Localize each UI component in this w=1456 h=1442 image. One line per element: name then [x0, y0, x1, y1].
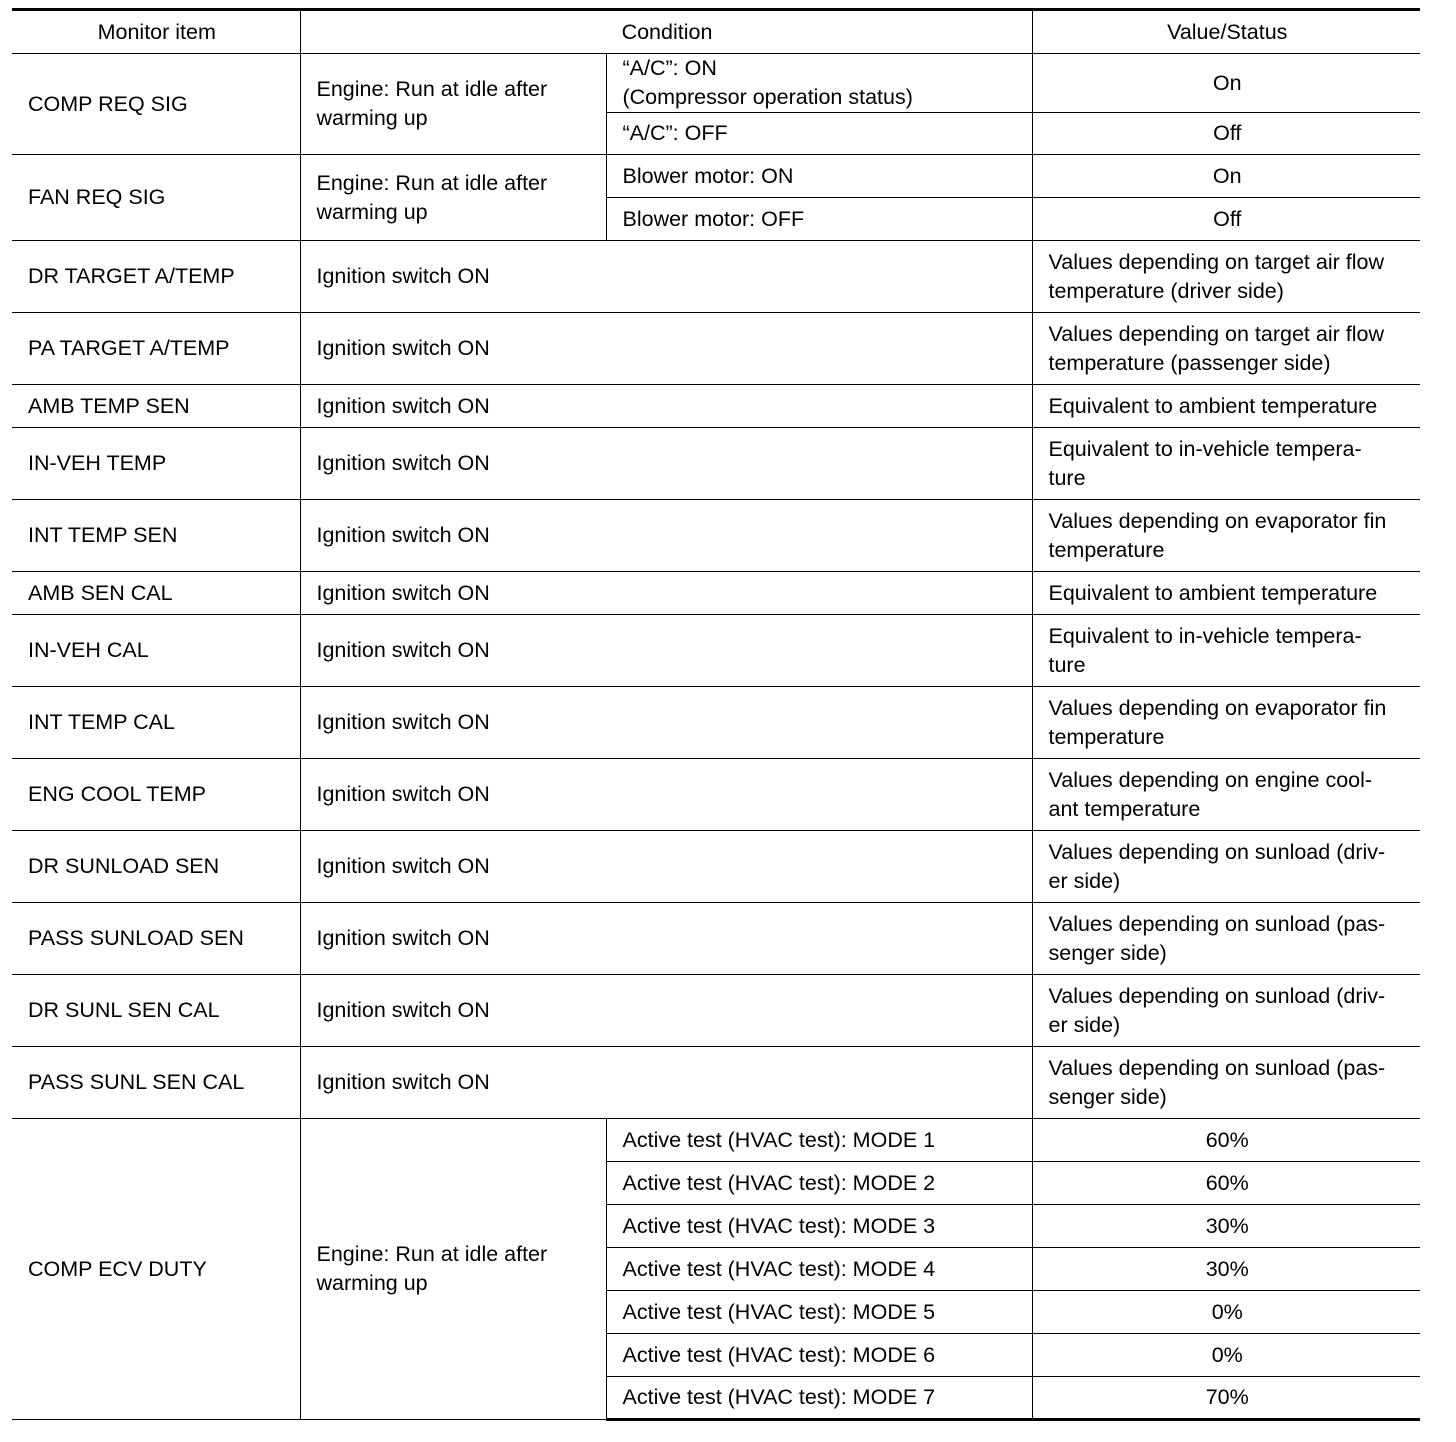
cell-text: Values depending on engine cool- ant temperature	[1048, 767, 1373, 821]
table-cell	[12, 54, 300, 155]
cell-text: “A/C”: ON (Compressor operation status)	[622, 56, 913, 109]
cell-text: COMP ECV DUTY	[28, 1256, 207, 1281]
table-row	[12, 500, 1420, 572]
table-cell	[300, 313, 1032, 385]
cell-text: 60%	[1205, 1170, 1249, 1195]
cell-text: IN-VEH TEMP	[28, 451, 167, 475]
table-cell	[1032, 428, 1420, 500]
table-cell	[12, 687, 300, 759]
cell-text: 60%	[1205, 1127, 1249, 1152]
cell-text: Equivalent to in-vehicle tempera- ture	[1048, 436, 1362, 490]
table-cell	[1032, 1291, 1420, 1334]
table-cell	[1032, 1047, 1420, 1119]
table-cell	[12, 1119, 300, 1420]
table-cell	[606, 113, 1032, 155]
table-cell	[1032, 1162, 1420, 1205]
cell-text: Values depending on target air flow temperature (passenger side)	[1048, 321, 1384, 375]
cell-text: Active test (HVAC test): MODE 3	[622, 1213, 936, 1238]
table-cell	[300, 615, 1032, 687]
table-cell	[1032, 903, 1420, 975]
cell-text: Equivalent to ambient temperature	[1048, 580, 1378, 605]
table-cell	[1032, 831, 1420, 903]
table-row	[12, 975, 1420, 1047]
table-cell	[1032, 500, 1420, 572]
table-row	[12, 831, 1420, 903]
table-row	[12, 903, 1420, 975]
table-cell	[300, 385, 1032, 428]
cell-text: 30%	[1205, 1256, 1249, 1281]
table-cell	[300, 1119, 606, 1420]
cell-text: DR TARGET A/TEMP	[28, 264, 235, 288]
cell-text: Off	[1213, 206, 1242, 231]
table-row	[12, 687, 1420, 759]
table-cell	[12, 313, 300, 385]
table-cell	[1032, 1248, 1420, 1291]
cell-text: INT TEMP CAL	[28, 710, 175, 734]
table-cell	[12, 975, 300, 1047]
cell-text: Active test (HVAC test): MODE 6	[622, 1342, 936, 1367]
cell-text: FAN REQ SIG	[28, 185, 166, 209]
cell-text: Active test (HVAC test): MODE 5	[622, 1299, 936, 1324]
cell-text: Blower motor: ON	[622, 163, 794, 188]
table-cell	[606, 1291, 1032, 1334]
cell-text: AMB TEMP SEN	[28, 393, 190, 418]
table-row	[12, 385, 1420, 428]
header-value-status: Value/Status	[1032, 10, 1420, 54]
table-cell	[300, 687, 1032, 759]
table-cell	[1032, 198, 1420, 241]
table-cell	[1032, 572, 1420, 615]
table-row	[12, 572, 1420, 615]
table-cell	[1032, 975, 1420, 1047]
table-cell	[606, 1248, 1032, 1291]
table-cell	[606, 1334, 1032, 1377]
cell-text: Engine: Run at idle after warming up	[316, 77, 548, 130]
table-cell	[300, 241, 1032, 313]
table-cell	[606, 54, 1032, 113]
cell-text: 0%	[1211, 1342, 1243, 1367]
table-cell	[12, 428, 300, 500]
table-cell	[1032, 1377, 1420, 1420]
table-cell	[606, 1205, 1032, 1248]
cell-text: DR SUNL SEN CAL	[28, 998, 220, 1022]
cell-text: Active test (HVAC test): MODE 4	[622, 1256, 936, 1281]
table-row	[12, 428, 1420, 500]
cell-text: Values depending on evaporator fin temperature	[1048, 695, 1387, 749]
cell-text: Values depending on evaporator fin temperature	[1048, 508, 1387, 562]
cell-text: Ignition switch ON	[316, 782, 490, 806]
cell-text: IN-VEH CAL	[28, 638, 149, 662]
cell-text: Ignition switch ON	[316, 264, 490, 288]
table-cell	[606, 1377, 1032, 1420]
cell-text: Values depending on target air flow temperature (driver side)	[1048, 249, 1384, 303]
cell-text: “A/C”: OFF	[622, 121, 728, 145]
table-cell	[1032, 54, 1420, 113]
cell-text: Ignition switch ON	[316, 638, 490, 662]
cell-text: INT TEMP SEN	[28, 523, 178, 547]
table-cell	[300, 975, 1032, 1047]
table-cell	[12, 759, 300, 831]
cell-text: Values depending on sunload (driv- er side)	[1048, 839, 1386, 893]
table-cell	[300, 831, 1032, 903]
table-cell	[300, 155, 606, 241]
table-cell	[1032, 113, 1420, 155]
monitor-item-table	[12, 8, 1420, 1421]
cell-text: Active test (HVAC test): MODE 1	[622, 1127, 936, 1152]
cell-text: Values depending on sunload (pas- senger side)	[1048, 911, 1386, 965]
cell-text: Active test (HVAC test): MODE 2	[622, 1170, 936, 1195]
table-cell	[12, 831, 300, 903]
table-cell	[1032, 385, 1420, 428]
cell-text: PASS SUNL SEN CAL	[28, 1070, 245, 1094]
table-cell	[1032, 1334, 1420, 1377]
table-cell	[300, 572, 1032, 615]
cell-text: Off	[1213, 121, 1242, 145]
header-monitor-item: Monitor item	[12, 10, 300, 54]
table-row	[12, 54, 1420, 113]
cell-text: COMP REQ SIG	[28, 91, 188, 116]
cell-text: Ignition switch ON	[316, 998, 490, 1022]
cell-text: 70%	[1205, 1385, 1249, 1409]
table-cell	[300, 428, 1032, 500]
table-row	[12, 759, 1420, 831]
cell-text: Ignition switch ON	[316, 393, 490, 418]
cell-text: Values depending on sunload (pas- senger side)	[1048, 1055, 1386, 1109]
table-header-row	[12, 10, 1420, 54]
table-cell	[1032, 1205, 1420, 1248]
table-cell	[12, 903, 300, 975]
table-cell	[1032, 759, 1420, 831]
table-cell	[1032, 241, 1420, 313]
cell-text: Ignition switch ON	[316, 710, 490, 734]
table-row	[12, 241, 1420, 313]
table-cell	[1032, 615, 1420, 687]
table-cell	[300, 500, 1032, 572]
cell-text: AMB SEN CAL	[28, 580, 173, 605]
table-cell	[300, 903, 1032, 975]
table-cell	[606, 1162, 1032, 1205]
table-cell	[12, 155, 300, 241]
cell-text: Ignition switch ON	[316, 336, 490, 360]
table-cell	[12, 500, 300, 572]
table-cell	[606, 155, 1032, 198]
cell-text: Ignition switch ON	[316, 451, 490, 475]
cell-text: Engine: Run at idle after warming up	[316, 170, 548, 224]
cell-text: PA TARGET A/TEMP	[28, 336, 230, 360]
cell-text: PASS SUNLOAD SEN	[28, 926, 244, 950]
table-cell	[606, 1119, 1032, 1162]
cell-text: Ignition switch ON	[316, 580, 490, 605]
cell-text: Ignition switch ON	[316, 1070, 490, 1094]
cell-text: Ignition switch ON	[316, 854, 490, 878]
cell-text: Engine: Run at idle after warming up	[316, 1242, 548, 1295]
table-cell	[1032, 1119, 1420, 1162]
cell-text: Equivalent to in-vehicle tempera- ture	[1048, 623, 1362, 677]
cell-text: Blower motor: OFF	[622, 206, 805, 231]
header-condition: Condition	[300, 10, 1032, 54]
cell-text: DR SUNLOAD SEN	[28, 854, 220, 878]
table-cell	[606, 198, 1032, 241]
table-row	[12, 313, 1420, 385]
table-row	[12, 1047, 1420, 1119]
table-cell	[12, 241, 300, 313]
table-cell	[300, 54, 606, 155]
table-body	[12, 54, 1420, 1420]
table-cell	[300, 1047, 1032, 1119]
table-row	[12, 155, 1420, 198]
cell-text: On	[1212, 163, 1242, 188]
table-cell	[1032, 313, 1420, 385]
cell-text: Values depending on sunload (driv- er side)	[1048, 983, 1386, 1037]
table-cell	[1032, 687, 1420, 759]
cell-text: 30%	[1205, 1213, 1249, 1238]
cell-text: Ignition switch ON	[316, 523, 490, 547]
table-cell	[12, 1047, 300, 1119]
table-cell	[1032, 155, 1420, 198]
table-row	[12, 1119, 1420, 1162]
table-cell	[12, 572, 300, 615]
table-cell	[12, 615, 300, 687]
cell-text: On	[1212, 70, 1242, 95]
cell-text: Active test (HVAC test): MODE 7	[622, 1385, 936, 1409]
cell-text: Equivalent to ambient temperature	[1048, 393, 1378, 418]
cell-text: Ignition switch ON	[316, 926, 490, 950]
table-row	[12, 615, 1420, 687]
cell-text: 0%	[1211, 1299, 1243, 1324]
cell-text: ENG COOL TEMP	[28, 782, 207, 806]
table-cell	[12, 385, 300, 428]
table-cell	[300, 759, 1032, 831]
